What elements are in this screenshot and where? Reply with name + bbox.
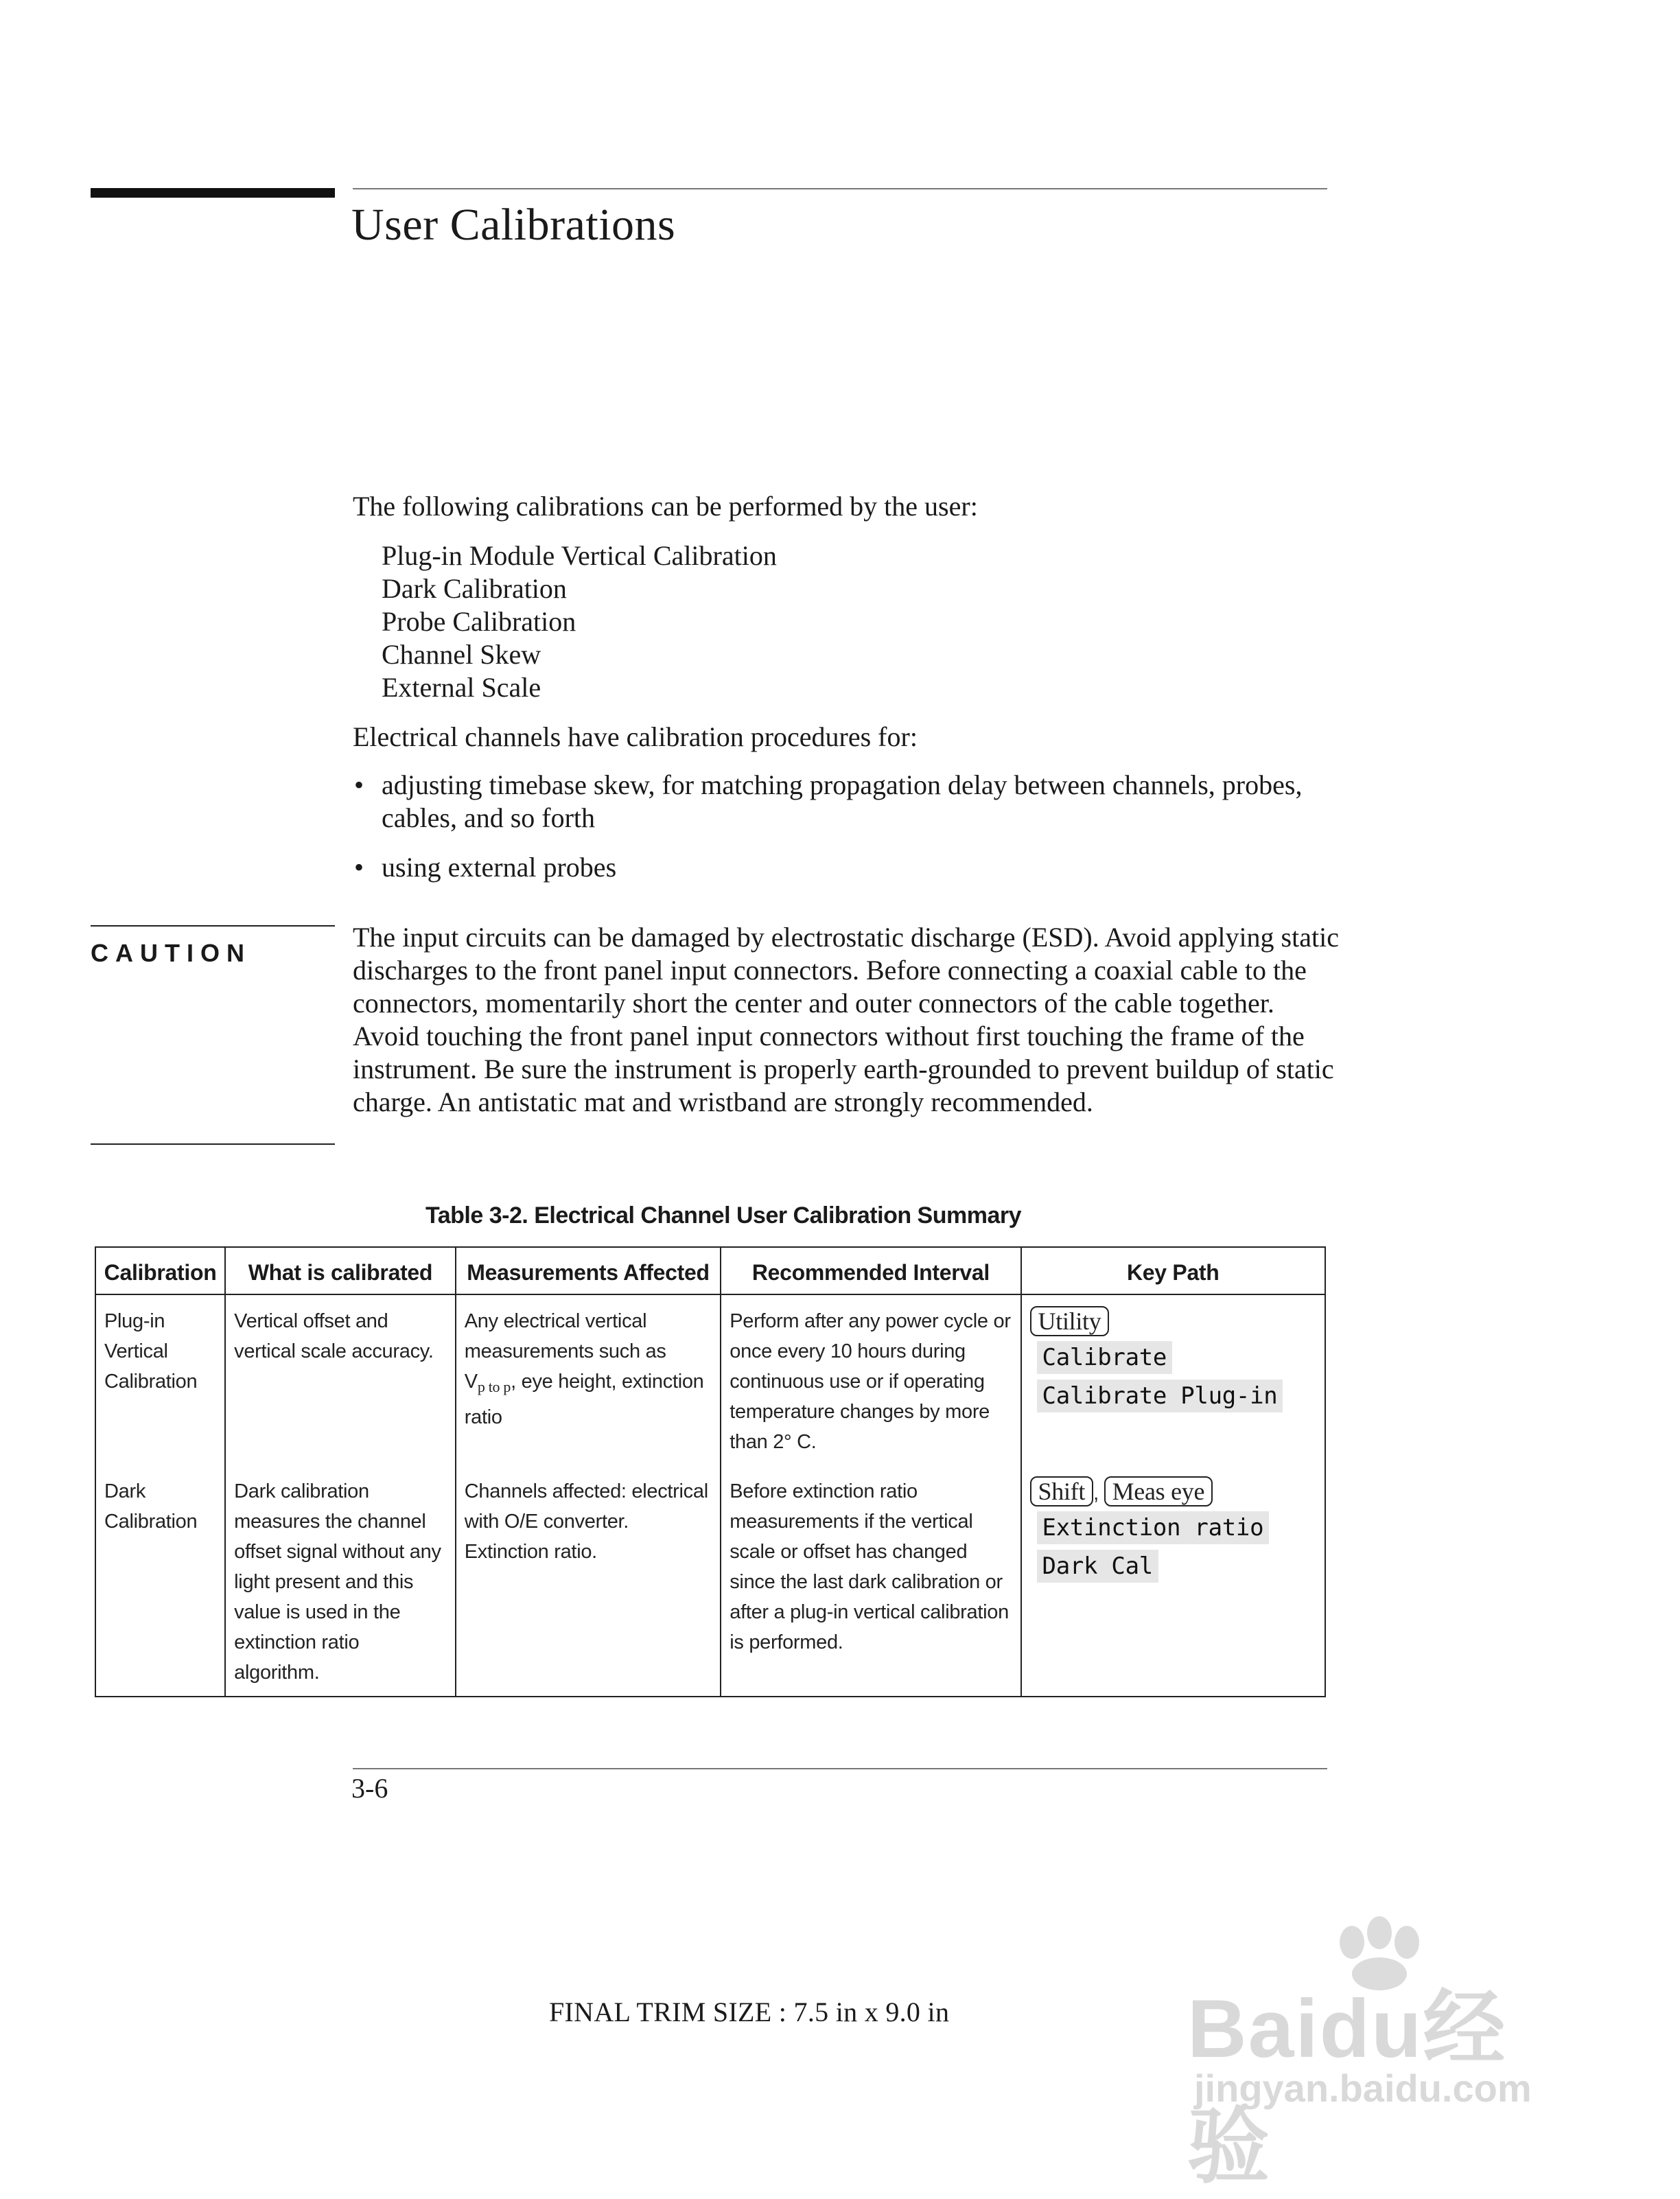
intro-text: The following calibrations can be performed by the user: [353,491,978,522]
softkey-calibrate: Calibrate [1037,1341,1173,1374]
v-symbol: V [464,1371,478,1393]
page-title: User Calibrations [351,200,676,250]
list-item: Plug-in Module Vertical Calibration [382,540,777,571]
bullet-item [353,769,1341,835]
v-subscript: p to p [477,1378,511,1395]
bullet-item [353,851,1341,884]
cell-interval: Before extinction ratio measurements if the vertical scale or offset has changed since the last dark calibration or after a plug-in vertical calibration is performed. [721,1465,1020,1697]
electrical-intro: Electrical channels have calibration procedures for: [353,721,918,752]
header-rule [353,188,1327,189]
calibration-summary-table [95,1246,1326,1697]
cell-calibration: Plug-in Vertical Calibration [95,1294,225,1465]
cell-measurements [456,1294,721,1465]
list-item: Dark Calibration [382,573,567,604]
measurements-text: Any electrical vertical measurements such as [464,1310,666,1362]
list-item: External Scale [382,672,541,703]
procedure-bullets [353,769,1341,900]
column-header-measurements: Measurements Affected [456,1247,721,1294]
caution-rule-top [91,925,335,927]
measurements-text-post: , eye height, extinction ratio [464,1371,704,1428]
watermark [1187,1915,1578,2193]
key-separator: , [1093,1482,1099,1504]
column-header-interval: Recommended Interval [721,1247,1020,1294]
table-row [95,1465,1325,1697]
table-row [95,1294,1325,1465]
shift-key: Shift [1030,1476,1094,1506]
caution-text: The input circuits can be damaged by electrostatic discharge (ESD). Avoid applying static discharges to the front panel input connectors. Before connecting a coaxial cable to the connectors, momentarily short the center and outer connectors of the cable together. Avoid touching the front panel input connectors without first touching the frame of the instrument. Be sure the instrument is properly earth-grounded to prevent buildup of static charge. An antistatic mat and wristband are strongly recommended. [353,922,1339,1117]
list-item: Probe Calibration [382,606,576,637]
trim-size-note: FINAL TRIM SIZE : 7.5 in x 9.0 in [549,1997,950,2027]
bullet-icon: • [354,852,364,883]
watermark-url: jingyan.baidu.com [1194,2067,1532,2110]
softkey-dark-cal: Dark Cal [1037,1550,1158,1583]
cell-calibration: Dark Calibration [95,1465,225,1697]
page-number: 3-6 [351,1773,388,1804]
watermark-logo: Baidu经验 [1187,1983,1507,2193]
bullet-text: adjusting timebase skew, for matching propagation delay between channels, probes, cables, and so forth [382,769,1303,833]
column-header-key-path: Key Path [1021,1247,1325,1294]
table-caption: Table 3-2. Electrical Channel User Calibration Summary [425,1202,1022,1229]
section-heading-bar [91,188,335,198]
softkey-calibrate-plugin: Calibrate Plug-in [1037,1380,1283,1412]
column-header-what: What is calibrated [225,1247,456,1294]
footer-rule [353,1768,1327,1769]
cell-key-path [1021,1465,1325,1697]
list-item: Channel Skew [382,639,541,670]
cell-key-path [1021,1294,1325,1465]
caution-rule-bottom [91,1143,335,1145]
calibration-list [382,539,777,704]
cell-measurements: Channels affected: electrical with O/E converter. Extinction ratio. [456,1465,721,1697]
bullet-text: using external probes [382,852,617,883]
meas-eye-key: Meas eye [1104,1476,1213,1506]
cell-what: Dark calibration measures the channel offset signal without any light present and this value is used in the extinction ratio algorithm. [225,1465,456,1697]
utility-key: Utility [1030,1306,1110,1336]
caution-label: CAUTION [91,939,251,967]
table-header-row [95,1247,1325,1294]
softkey-extinction-ratio: Extinction ratio [1037,1511,1270,1544]
column-header-calibration: Calibration [95,1247,225,1294]
cell-what: Vertical offset and vertical scale accuracy. [225,1294,456,1465]
cell-interval: Perform after any power cycle or once every 10 hours during continuous use or if operating temperature changes by more than 2° C. [721,1294,1020,1465]
bullet-icon: • [354,769,364,800]
